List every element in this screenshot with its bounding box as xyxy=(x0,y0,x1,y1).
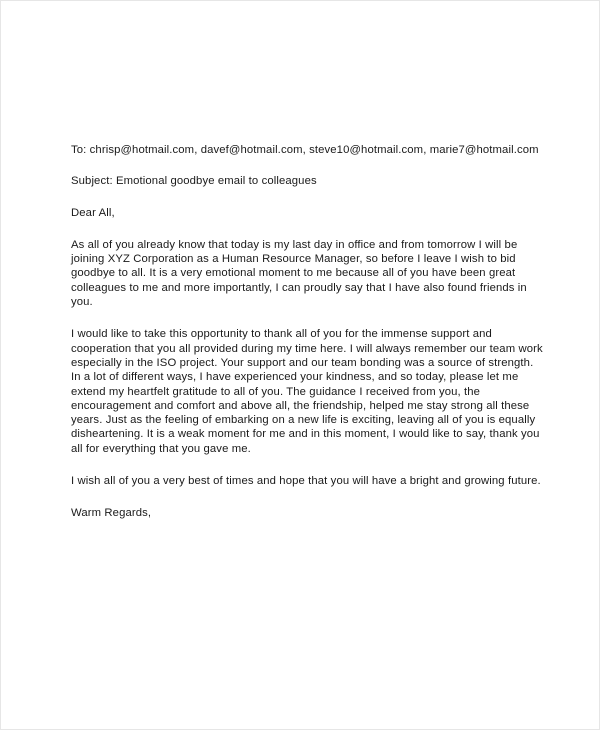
subject-line: Subject: Emotional goodbye email to colleagues xyxy=(71,175,317,188)
sign-off: Warm Regards, xyxy=(71,507,152,520)
body-paragraph-1: As all of you already know that today is my last day in office and from tomorrow I will be joining XYZ Corporation as a Human Resource Manager, so before I leave I wish to bid goodbye to all. It is a very emotional moment to me because all of you have been great colleagues to me and more importantly, I can proudly say that I have also found friends in you. xyxy=(71,238,527,309)
body-paragraph-2: I would like to take this opportunity to thank all of you for the immense support and cooperation that you all provided during my time here. I will always remember our team work especially in the ISO project. Your support and our team bonding was a source of strength. In a lot of different ways, I have experienced your kindness, and so today, please let me extend my heartfelt gratitude to all of you. The guidance I received from you, the encouragement and comfort and above all, the friendship, helped me stay strong all these years. Just as the feeling of embarking on a new life is exciting, leaving all of you is equally disheartening. It is a weak moment for me and in this moment, I would like to say, thank you all for everything that you gave me. xyxy=(71,328,543,455)
salutation: Dear All, xyxy=(71,206,115,219)
recipients-line: To: chrisp@hotmail.com, davef@hotmail.com, steve10@hotmail.com, marie7@hotmail.com xyxy=(71,144,539,156)
body-paragraph-3: I wish all of you a very best of times and hope that you will have a bright and growing future. xyxy=(71,475,541,488)
letter-body xyxy=(71,143,543,521)
